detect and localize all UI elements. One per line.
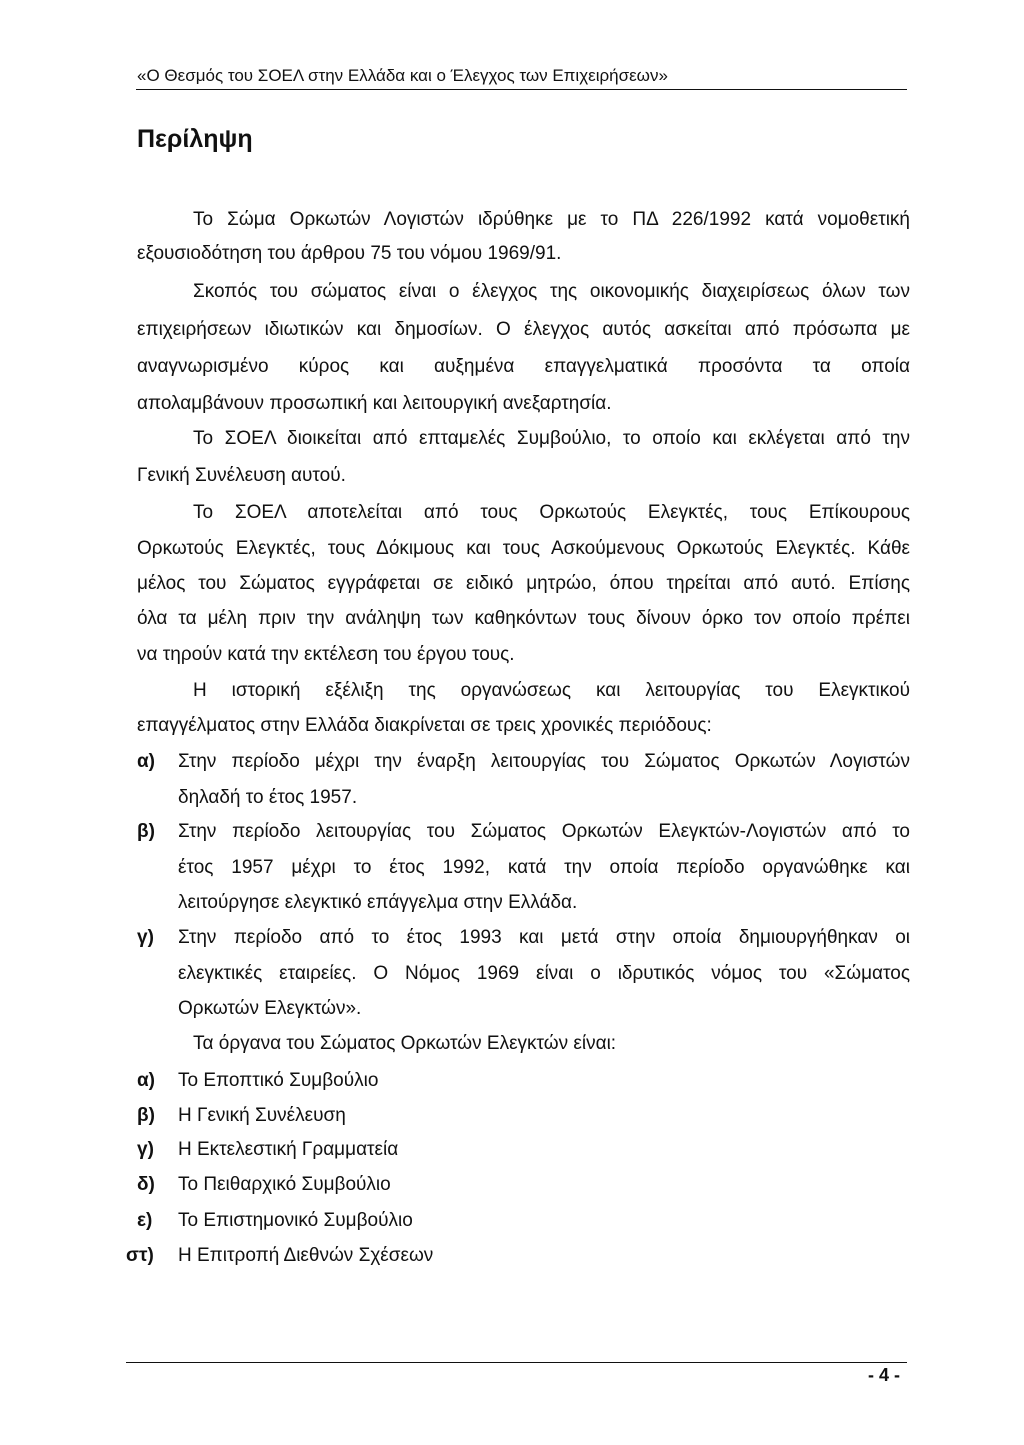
list-marker: στ) [126, 1245, 154, 1266]
paragraph-line: Σκοπός του σώματος είναι ο έλεγχος της οικονομικής διαχειρίσεως όλων των [193, 281, 910, 302]
organ-label: Το Εποπτικό Συμβούλιο [178, 1070, 379, 1091]
paragraph-line: όλα τα μέλη πριν την ανάληψη των καθηκόντων τους δίνουν όρκο τον οποίο πρέπει [137, 608, 910, 629]
list-item-line: δηλαδή το έτος 1957. [178, 787, 358, 808]
list-marker: γ) [137, 1139, 154, 1160]
organ-label: Η Γενική Συνέλευση [178, 1105, 346, 1126]
paragraph-line: Το ΣΟΕΛ αποτελείται από τους Ορκωτούς Ελεγκτές, τους Επίκουρους [193, 502, 910, 523]
list-item-line: Στην περίοδο λειτουργίας του Σώματος Ορκωτών Ελεγκτών-Λογιστών από το [178, 821, 910, 842]
header-divider [136, 89, 907, 90]
list-marker: ε) [137, 1210, 153, 1231]
organ-label: Το Πειθαρχικό Συμβούλιο [178, 1174, 391, 1195]
page-number: - 4 - [868, 1365, 901, 1385]
list-marker: α) [137, 1070, 156, 1091]
list-item-line: έτος 1957 μέχρι το έτος 1992, κατά την οποία περίοδο οργανώθηκε και [178, 857, 910, 878]
running-header: «Ο Θεσμός του ΣΟΕΛ στην Ελλάδα και ο Έλεγχος των Επιχειρήσεων» [137, 66, 668, 85]
paragraph-line: εξουσιοδότηση του άρθρου 75 του νόμου 1969/91. [137, 243, 562, 264]
organ-label: Η Επιτροπή Διεθνών Σχέσεων [178, 1245, 434, 1266]
list-marker: δ) [137, 1174, 155, 1195]
list-item-line: Ορκωτών Ελεγκτών». [178, 998, 362, 1019]
paragraph-line: Το ΣΟΕΛ διοικείται από επταμελές Συμβούλιο, το οποίο και εκλέγεται από την [193, 428, 910, 449]
list-item-line: λειτούργησε ελεγκτικό επάγγελμα στην Ελλάδα. [178, 892, 578, 913]
paragraph-line: επιχειρήσεων ιδιωτικών και δημοσίων. Ο έλεγχος αυτός ασκείται από πρόσωπα με [137, 319, 910, 340]
paragraph-line: απολαμβάνουν προσωπική και λειτουργική ανεξαρτησία. [137, 393, 612, 414]
organs-intro: Τα όργανα του Σώματος Ορκωτών Ελεγκτών είναι: [193, 1033, 617, 1054]
paragraph-line: Η ιστορική εξέλιξη της οργανώσεως και λειτουργίας του Ελεγκτικού [193, 680, 910, 701]
paragraph-line: μέλος του Σώματος εγγράφεται σε ειδικό μητρώο, όπου τηρείται από αυτό. Επίσης [137, 573, 910, 594]
paragraph-line: αναγνωρισμένο κύρος και αυξημένα επαγγελματικά προσόντα τα οποία [137, 356, 910, 377]
footer-divider [126, 1362, 907, 1363]
list-marker: β) [137, 821, 155, 842]
paragraph-line: Γενική Συνέλευση αυτού. [137, 465, 346, 486]
organ-label: Η Εκτελεστική Γραμματεία [178, 1139, 399, 1160]
list-item-line: Στην περίοδο μέχρι την έναρξη λειτουργίας του Σώματος Ορκωτών Λογιστών [178, 751, 910, 772]
organ-label: Το Επιστημονικό Συμβούλιο [178, 1210, 413, 1231]
list-marker: α) [137, 751, 156, 772]
list-item-line: Στην περίοδο από το έτος 1993 και μετά στην οποία δημιουργήθηκαν οι [178, 927, 910, 948]
paragraph-line: επαγγέλματος στην Ελλάδα διακρίνεται σε τρεις χρονικές περιόδους: [137, 715, 712, 736]
page-title: Περίληψη [137, 125, 253, 153]
paragraph-line: να τηρούν κατά την εκτέλεση του έργου τους. [137, 644, 515, 665]
list-marker: γ) [137, 927, 154, 948]
paragraph-line: Ορκωτούς Ελεγκτές, τους Δόκιμους και τους Ασκούμενους Ορκωτούς Ελεγκτές. Κάθε [137, 538, 910, 559]
list-marker: β) [137, 1105, 155, 1126]
list-item-line: ελεγκτικές εταιρείες. Ο Νόμος 1969 είναι ο ιδρυτικός νόμος του «Σώματος [178, 963, 910, 984]
paragraph-line: Το Σώμα Ορκωτών Λογιστών ιδρύθηκε με το ΠΔ 226/1992 κατά νομοθετική [193, 209, 910, 230]
